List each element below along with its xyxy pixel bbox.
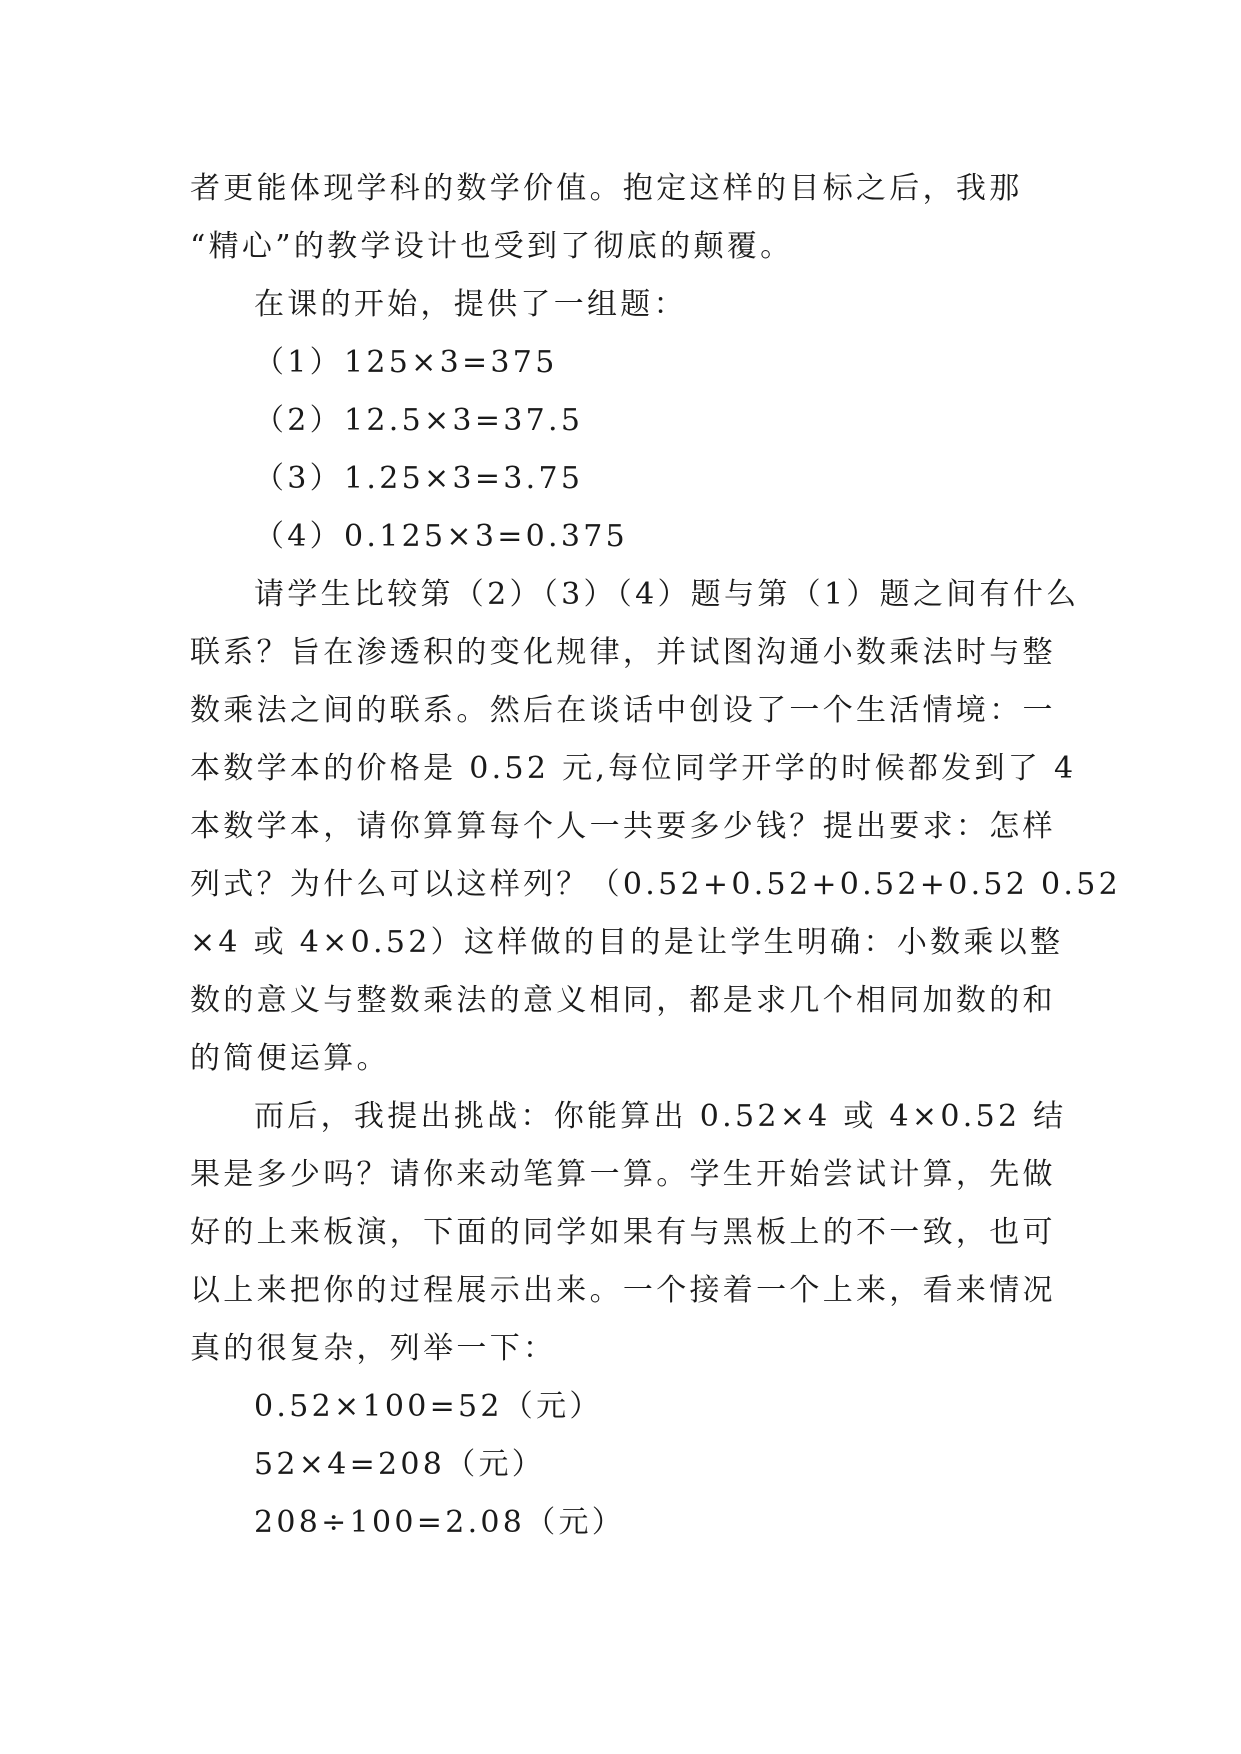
problem-label: （2） (254, 403, 343, 438)
problem-label: （4） (254, 519, 343, 554)
text-line: 数乘法之间的联系。然后在谈话中创设了一个生活情境：一 (190, 693, 1056, 728)
calculation-step: 0.52×100=52（元） (254, 1389, 603, 1424)
text-line: 真的很复杂，列举一下： (190, 1331, 557, 1366)
document-page (190, 160, 1122, 1552)
text-line: 请学生比较第（2）（3）（4）题与第（1）题之间有什么 (254, 577, 1080, 612)
calculation-step: 208÷100=2.08（元） (254, 1505, 626, 1540)
problem-list (190, 334, 1055, 566)
paragraph-intro (190, 160, 1055, 276)
problem-item (190, 508, 1055, 566)
text-line: 数的意义与整数乘法的意义相同，都是求几个相同加数的和 (190, 983, 1056, 1018)
problem-expression: 1.25×3=3.75 (344, 461, 584, 496)
text-line: 在课的开始，提供了一组题： (254, 287, 687, 322)
text-line: 者更能体现学科的数学价值。抱定这样的目标之后，我那 (190, 171, 1023, 206)
problem-expression: 0.125×3=0.375 (344, 519, 629, 554)
problem-expression: 12.5×3=37.5 (344, 403, 584, 438)
text-line: 联系？旨在渗透积的变化规律，并试图沟通小数乘法时与整 (190, 635, 1056, 670)
text-line: ×4 或 4×0.52）这样做的目的是让学生明确：小数乘以整 (190, 925, 1064, 960)
paragraph-problem-set-intro (190, 276, 1055, 334)
text-line: “精心”的教学设计也受到了彻底的颠覆。 (190, 229, 794, 264)
paragraph-comparison (190, 566, 1122, 1088)
paragraph-challenge (190, 1088, 1067, 1378)
text-line: 果是多少吗？请你来动笔算一算。学生开始尝试计算，先做 (190, 1157, 1056, 1192)
problem-label: （1） (254, 345, 343, 380)
problem-item (190, 392, 1055, 450)
text-line: 本数学本的价格是 0.52 元,每位同学开学的时候都发到了 4 (190, 751, 1077, 786)
problem-item (190, 450, 1055, 508)
text-line: 好的上来板演，下面的同学如果有与黑板上的不一致，也可 (190, 1215, 1056, 1250)
problem-expression: 125×3=375 (344, 345, 558, 380)
text-line: 本数学本，请你算算每个人一共要多少钱？提出要求：怎样 (190, 809, 1056, 844)
calculation-step: 52×4=208（元） (254, 1447, 546, 1482)
problem-item (190, 334, 1055, 392)
text-line: 的简便运算。 (190, 1041, 390, 1076)
text-line: 以上来把你的过程展示出来。一个接着一个上来，看来情况 (190, 1273, 1056, 1308)
calculation-list (190, 1378, 1055, 1552)
text-line: 列式？为什么可以这样列？（0.52+0.52+0.52+0.52 0.52 (190, 867, 1122, 902)
problem-label: （3） (254, 461, 343, 496)
text-line: 而后，我提出挑战：你能算出 0.52×4 或 4×0.52 结 (254, 1099, 1067, 1134)
